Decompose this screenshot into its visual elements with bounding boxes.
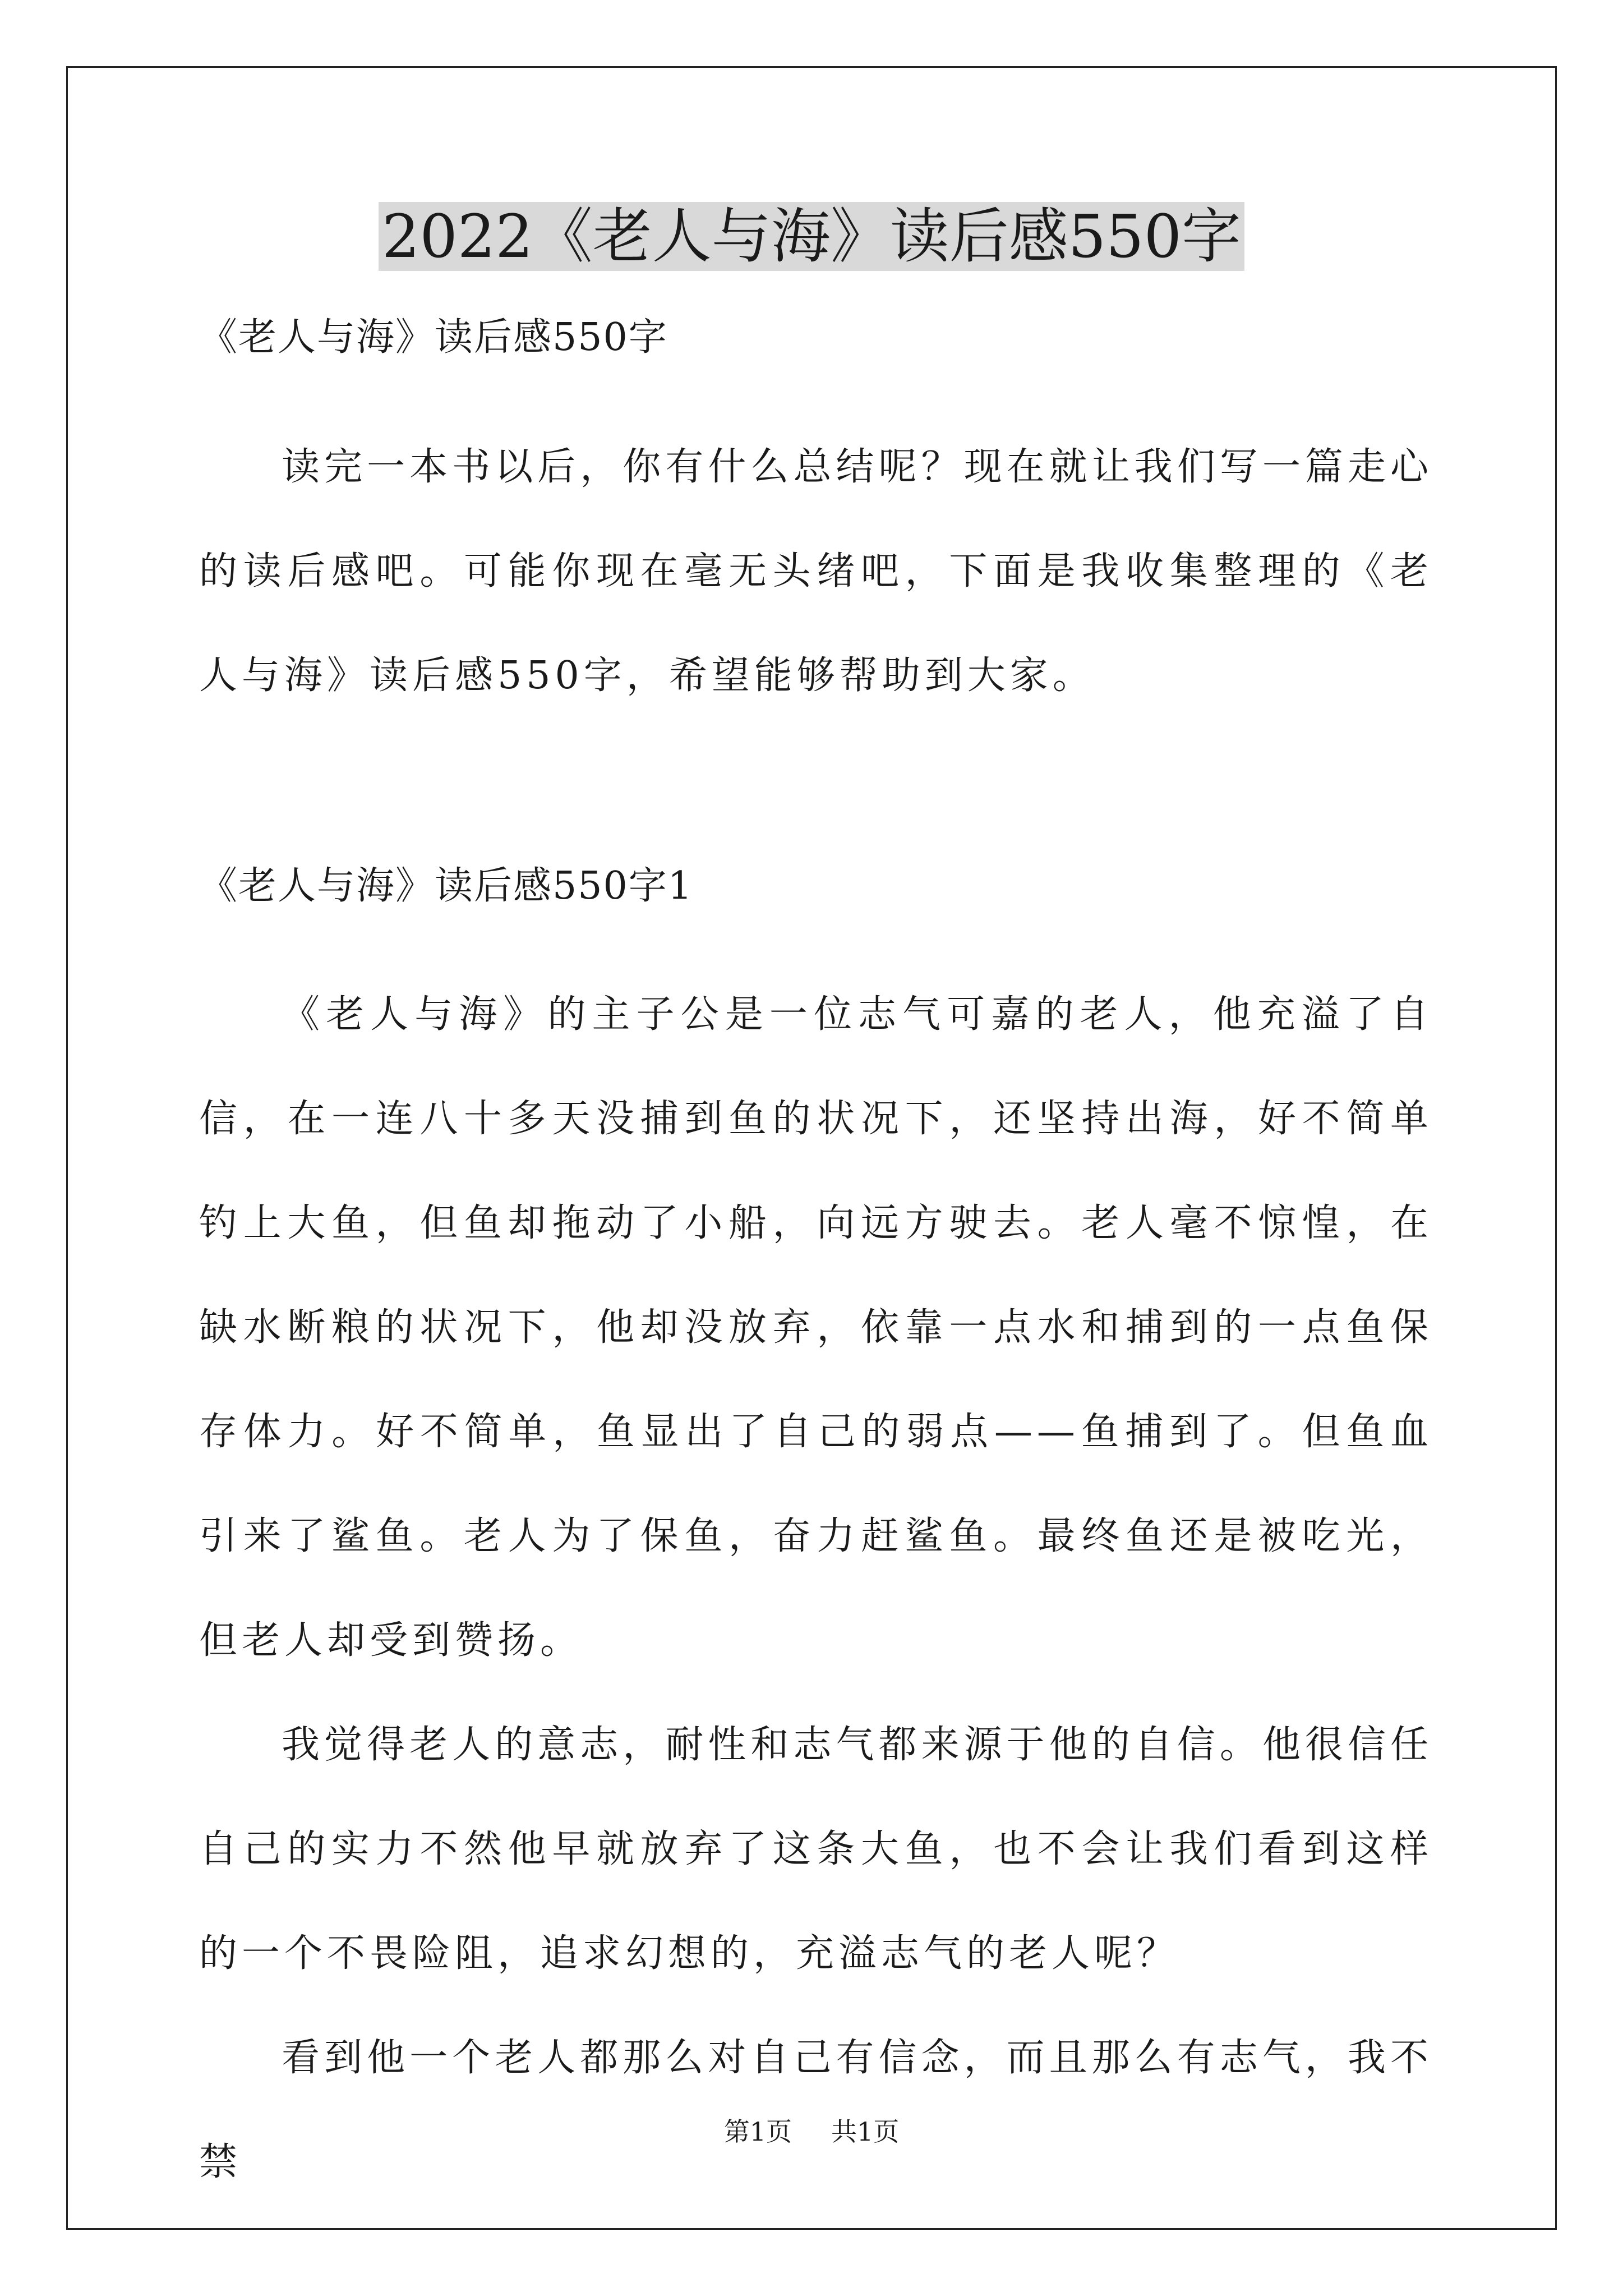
page-footer — [0, 2115, 1623, 2148]
page-number-total: 共1页 — [831, 2116, 900, 2147]
body-paragraph-3: 看到他一个老人都那么对自己有信念，而且那么有志气，我不禁 — [199, 2036, 1433, 2184]
document-title — [0, 197, 1623, 276]
section-heading-1: 《老人与海》读后感550字 — [199, 315, 668, 360]
body-paragraph-1: 《老人与海》的主子公是一位志气可嘉的老人，他充溢了自信，在一连八十多天没捕到鱼的状况下，还坚持出海，好不简单钓上大鱼，但鱼却拖动了小船，向远方驶去。老人毫不惊惶，在缺水断粮的状况下，他却没放弃，依靠一点水和捕到的一点鱼保存体力。好不简单，鱼显出了自己的弱点——鱼捕到了。但鱼血引来了鲨鱼。老人为了保鱼，奋力赶鲨鱼。最终鱼还是被吃光，但老人却受到赞扬。 — [199, 992, 1433, 1663]
document-body — [199, 310, 1433, 2215]
body-paragraph-2: 我觉得老人的意志，耐性和志气都来源于他的自信。他很信任自己的实力不然他早就放弃了这条大鱼，也不会让我们看到这样的一个不畏险阻，追求幻想的，充溢志气的老人呢？ — [199, 1723, 1433, 1976]
page-number-current: 第1页 — [723, 2116, 792, 2147]
section-heading-2: 《老人与海》读后感550字1 — [199, 864, 694, 908]
document-title-text: 2022《老人与海》读后感550字 — [379, 202, 1244, 271]
intro-paragraph: 读完一本书以后，你有什么总结呢？现在就让我们写一篇走心的读后感吧。可能你现在毫无头绪吧，下面是我收集整理的《老人与海》读后感550字，希望能够帮助到大家。 — [199, 445, 1433, 698]
